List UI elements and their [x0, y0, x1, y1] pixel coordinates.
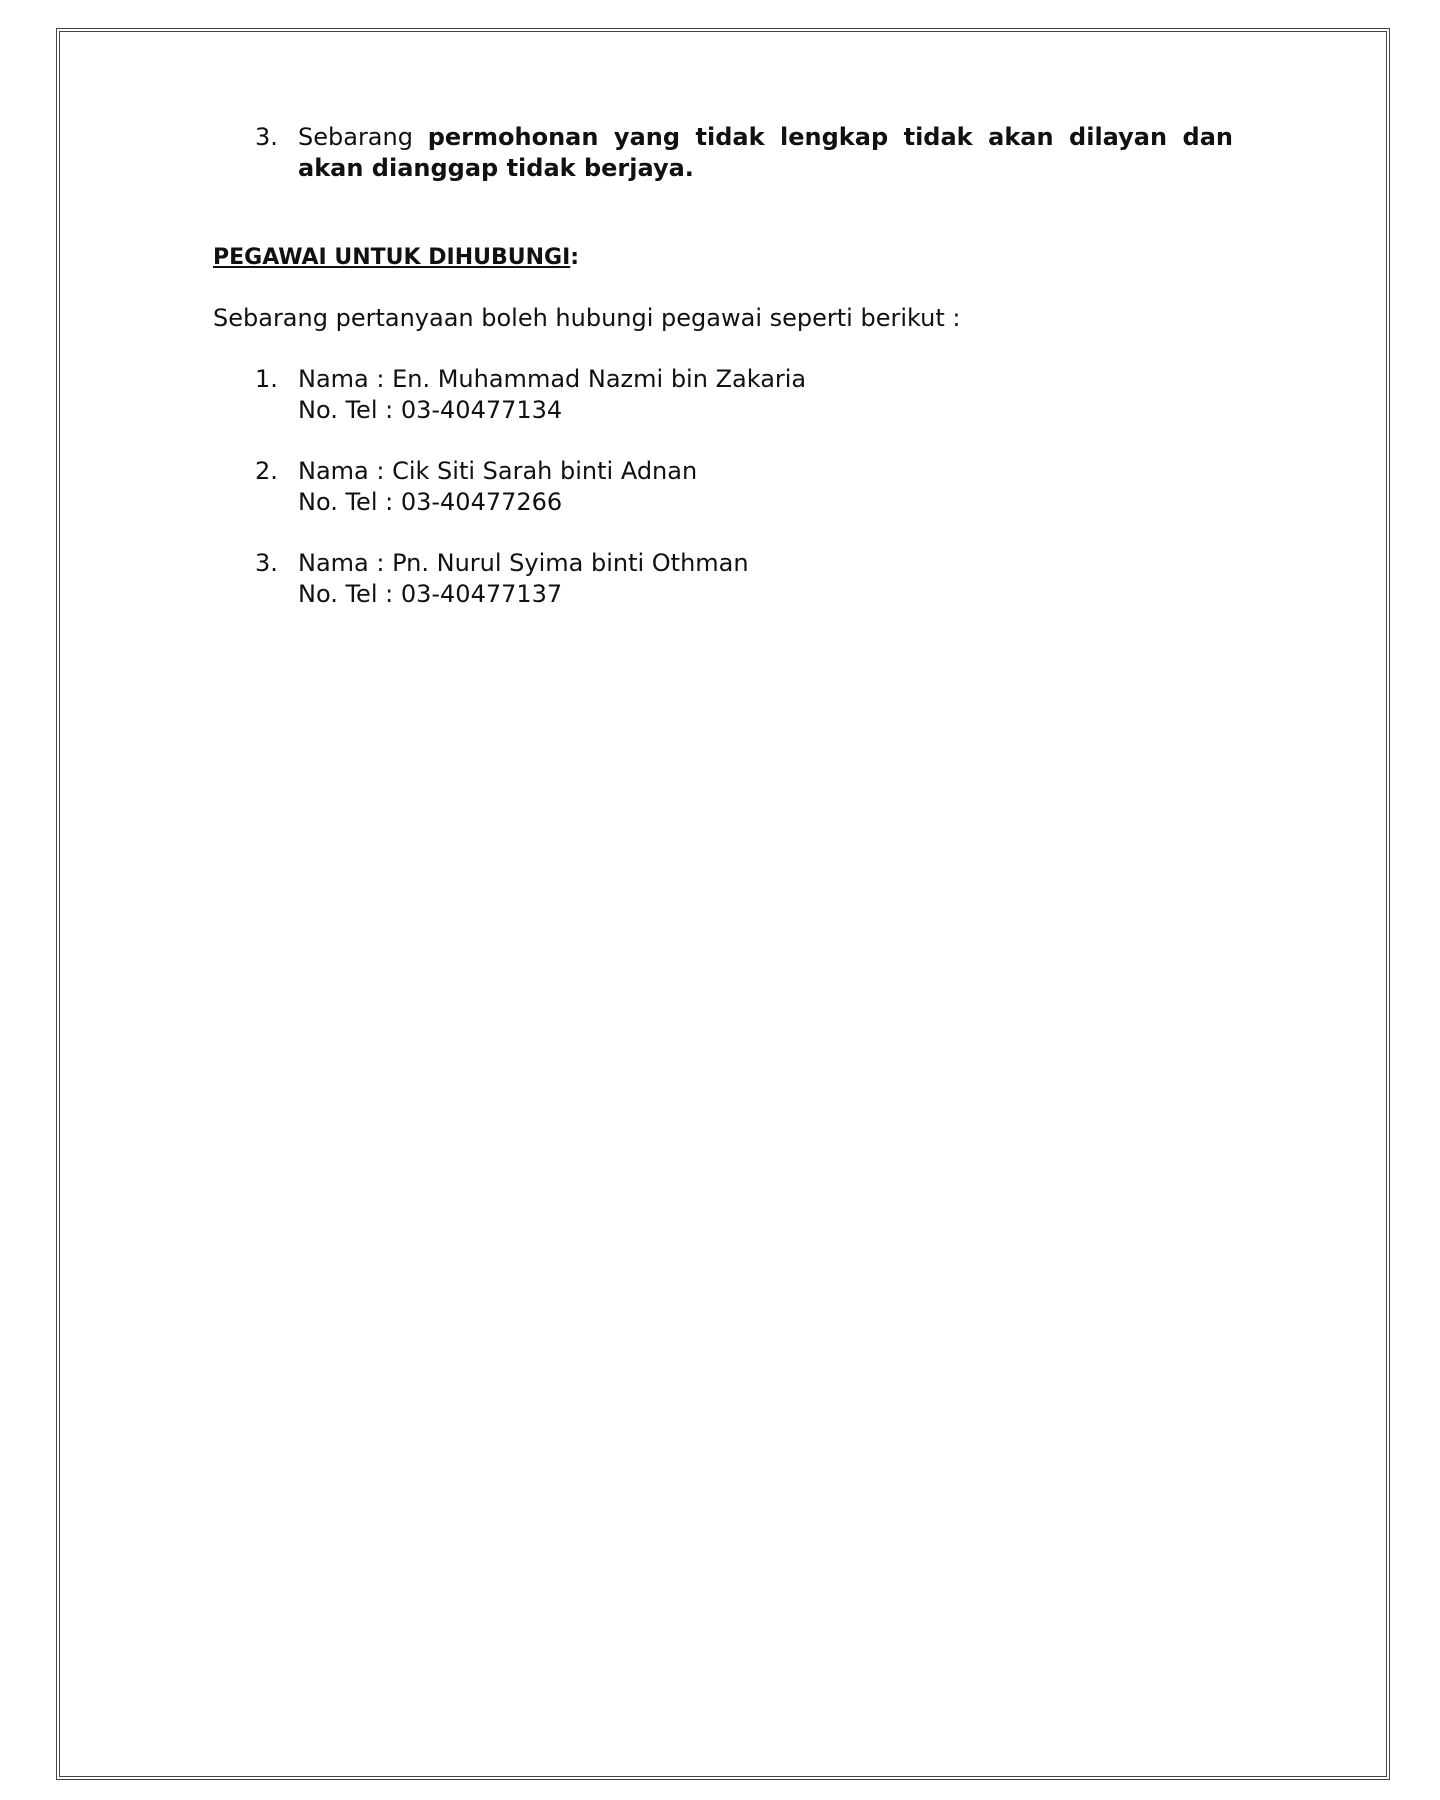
- note-item-3: [213, 122, 1233, 184]
- contact-tel: No. Tel : 03-40477134: [298, 396, 563, 424]
- list-item: [213, 456, 1233, 518]
- contact-number: 3.: [255, 549, 278, 577]
- section-heading-text: PEGAWAI UNTUK DIHUBUNGI: [213, 245, 571, 270]
- section-heading: [213, 242, 1233, 273]
- section-heading-suffix: :: [570, 245, 580, 270]
- contact-name: Nama : Cik Siti Sarah binti Adnan: [298, 457, 698, 485]
- contact-number: 2.: [255, 457, 278, 485]
- list-item: [213, 364, 1233, 426]
- list-item: [213, 548, 1233, 610]
- section-intro: Sebarang pertanyaan boleh hubungi pegawai seperti berikut :: [213, 304, 961, 332]
- note-text-plain: Sebarang: [298, 123, 428, 151]
- contact-tel: No. Tel : 03-40477266: [298, 488, 563, 516]
- contact-tel: No. Tel : 03-40477137: [298, 580, 563, 608]
- contact-number: 1.: [255, 365, 278, 393]
- note-number: 3.: [255, 123, 278, 151]
- document-content: [213, 122, 1233, 640]
- note-text-bold: permohonan yang tidak lengkap tidak akan dilayan dan akan dianggap tidak berjaya.: [298, 123, 1233, 182]
- contact-name: Nama : Pn. Nurul Syima binti Othman: [298, 549, 749, 577]
- contact-list: [213, 364, 1233, 610]
- contact-name: Nama : En. Muhammad Nazmi bin Zakaria: [298, 365, 807, 393]
